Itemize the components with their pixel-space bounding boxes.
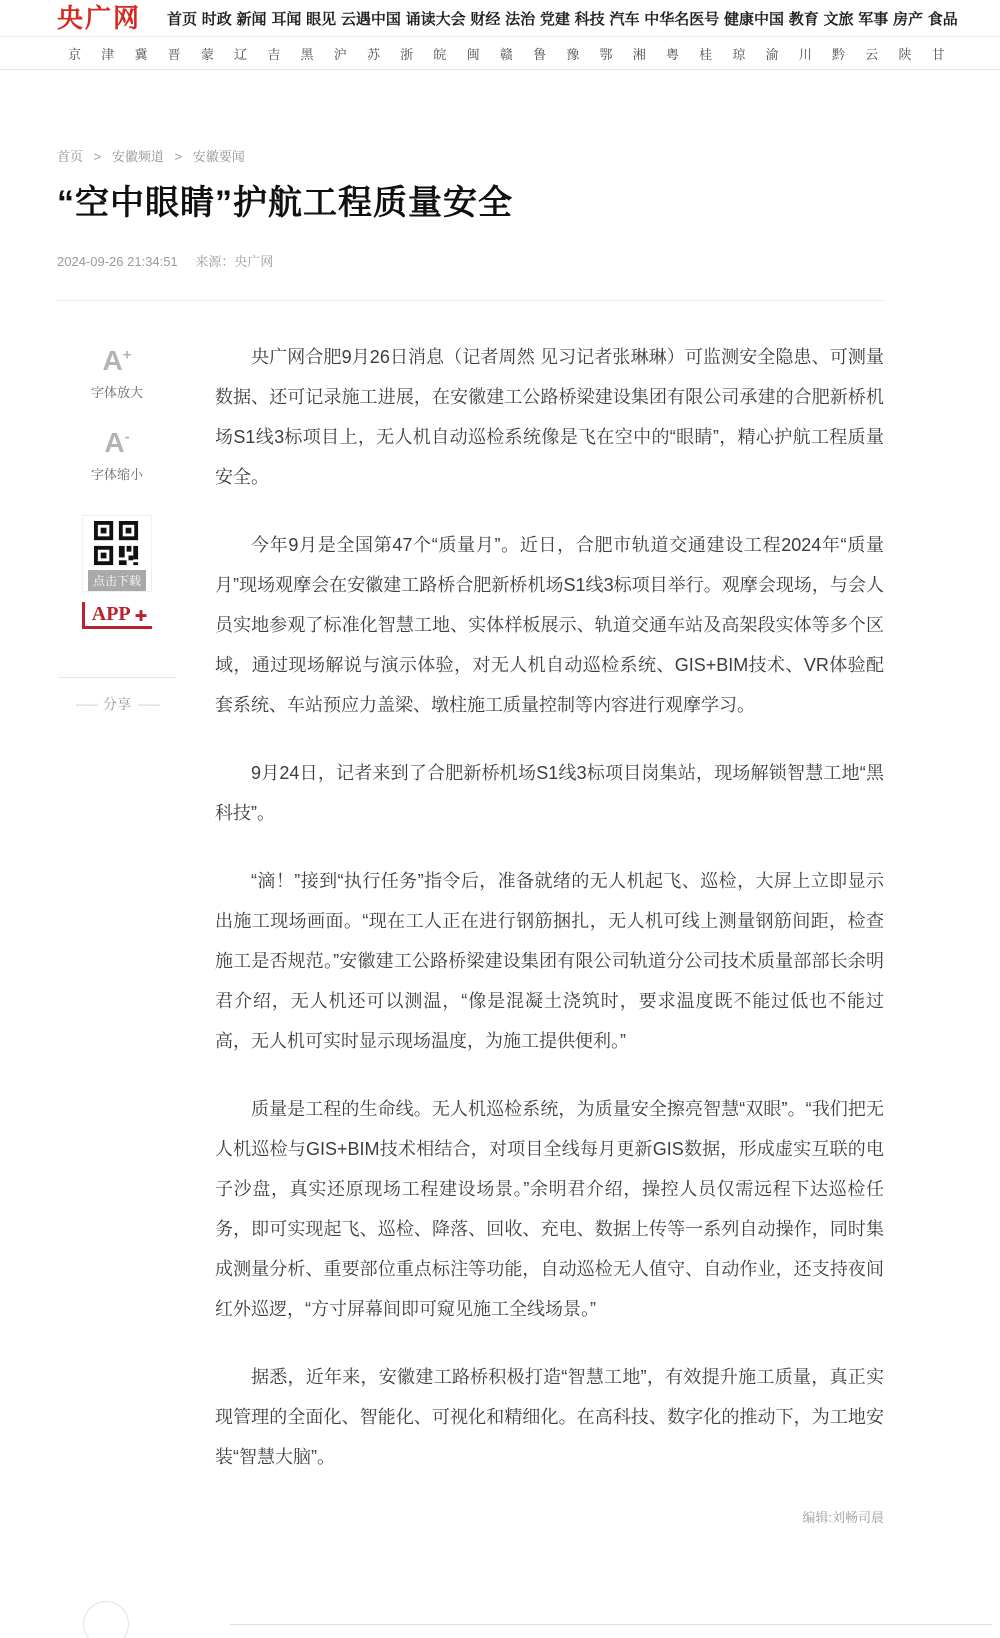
share-dash-left: —— bbox=[76, 697, 96, 711]
font-increase-label: 字体放大 bbox=[90, 385, 143, 400]
nav-item-culture-travel[interactable]: 文旅 bbox=[823, 10, 854, 28]
region-link[interactable]: 甘 bbox=[931, 46, 945, 62]
nav-item-cloud-china[interactable]: 云遇中国 bbox=[340, 10, 401, 28]
font-decrease-label: 字体缩小 bbox=[90, 467, 143, 482]
region-link[interactable]: 津 bbox=[101, 46, 115, 62]
breadcrumb-separator: > bbox=[174, 149, 183, 164]
nav-item-doctors[interactable]: 中华名医号 bbox=[644, 10, 720, 28]
source-label: 来源：央广网 bbox=[195, 254, 274, 269]
breadcrumb-home[interactable]: 首页 bbox=[57, 149, 84, 164]
region-link[interactable]: 桂 bbox=[699, 46, 713, 62]
nav-item-food[interactable]: 食品 bbox=[927, 10, 958, 28]
region-link[interactable]: 浙 bbox=[400, 46, 414, 62]
app-download-qr[interactable] bbox=[82, 515, 152, 592]
top-navigation-bar bbox=[0, 0, 1000, 37]
region-link[interactable]: 鄂 bbox=[599, 46, 613, 62]
breadcrumb-separator: > bbox=[93, 149, 102, 164]
region-link[interactable]: 京 bbox=[68, 46, 82, 62]
region-link[interactable]: 辽 bbox=[234, 46, 248, 62]
font-increase-button[interactable] bbox=[91, 347, 143, 401]
qr-download-label: 点击下载 bbox=[88, 570, 146, 591]
region-link[interactable]: 苏 bbox=[366, 46, 380, 62]
paragraph: “滴！”接到“执行任务”指令后，准备就绪的无人机起飞、巡检，大屏上立即显示出施工现场画面。“现在工人正在进行钢筋捆扎，无人机可线上测量钢筋间距，检查施工是否规范。”安徽建工公路桥梁建设集团有限公司轨道分公司技术质量部部长余明君介绍，无人机还可以测温，“像是混凝土浇筑时，要求温度既不能过低也不能过高，无人机可实时显示现场温度，为施工提供便利。” bbox=[215, 871, 884, 1051]
region-link[interactable]: 渝 bbox=[765, 46, 779, 62]
editor-credit: 编辑:刘畅司晨 bbox=[802, 1510, 884, 1525]
share-circle-button[interactable] bbox=[83, 1601, 129, 1638]
region-link[interactable]: 川 bbox=[798, 46, 812, 62]
site-logo[interactable]: 央广网 bbox=[57, 3, 142, 33]
region-link[interactable]: 鲁 bbox=[533, 46, 547, 62]
share-dash-right: —— bbox=[138, 697, 158, 711]
share-section[interactable] bbox=[76, 694, 158, 714]
nav-item-tech[interactable]: 科技 bbox=[574, 10, 605, 28]
page-title: “空中眼睛”护航工程质量安全 bbox=[57, 184, 513, 222]
paragraph: 质量是工程的生命线。无人机巡检系统，为质量安全擦亮智慧“双眼”。“我们把无人机巡检与GIS+BIM技术相结合，对项目全线每月更新GIS数据，形成虚实互联的电子沙盘，真实还原现场工程建设场景。”余明君介绍，操控人员仅需远程下达巡检任务，即可实现起飞、巡检、降落、回收、充电、数据上传等一系列自动操作，同时集成测量分析、重要部位重点标注等功能，自动巡检无人值守、自动作业，还支持夜间红外巡逻，“方寸屏幕间即可窥见施工全线场景。” bbox=[215, 1099, 884, 1319]
font-decrease-button[interactable] bbox=[91, 429, 143, 483]
region-nav bbox=[0, 37, 1000, 70]
footer-divider bbox=[230, 1624, 992, 1625]
share-label: 分享 bbox=[103, 696, 131, 712]
sidebar-divider bbox=[58, 677, 176, 678]
region-link[interactable]: 豫 bbox=[566, 46, 580, 62]
nav-item-realestate[interactable]: 房产 bbox=[893, 10, 924, 28]
region-link[interactable]: 粤 bbox=[665, 46, 679, 62]
paragraph: 据悉，近年来，安徽建工路桥积极打造“智慧工地”，有效提升施工质量，真正实现管理的全面化、智能化、可视化和精细化。在高科技、数字化的推动下，为工地安装“智慧大脑”。 bbox=[215, 1367, 884, 1467]
region-link[interactable]: 冀 bbox=[134, 46, 148, 62]
nav-item-finance[interactable]: 财经 bbox=[470, 10, 501, 28]
nav-item-reading[interactable]: 诵读大会 bbox=[405, 10, 466, 28]
nav-item-video[interactable]: 眼见 bbox=[306, 10, 337, 28]
region-link[interactable]: 闽 bbox=[466, 46, 480, 62]
app-logo-button[interactable] bbox=[82, 602, 152, 629]
region-link[interactable]: 晋 bbox=[167, 46, 181, 62]
font-decrease-icon: A- bbox=[104, 427, 130, 458]
paragraph: 9月24日，记者来到了合肥新桥机场S1线3标项目岗集站，现场解锁智慧工地“黑科技”。 bbox=[215, 763, 884, 823]
region-link[interactable]: 湘 bbox=[632, 46, 646, 62]
nav-item-auto[interactable]: 汽车 bbox=[609, 10, 640, 28]
nav-item-law[interactable]: 法治 bbox=[505, 10, 536, 28]
paragraph: 今年9月是全国第47个“质量月”。近日，合肥市轨道交通建设工程2024年“质量月”现场观摩会在安徽建工路桥合肥新桥机场S1线3标项目举行。观摩会现场，与会人员实地参观了标准化智慧工地、实体样板展示、轨道交通车站及高架段实体等多个区域，通过现场解说与演示体验，对无人机自动巡检系统、GIS+BIM技术、VR体验配套系统、车站预应力盖梁、墩柱施工质量控制等内容进行观摩学习。 bbox=[215, 535, 884, 715]
article-body bbox=[177, 337, 884, 1526]
region-link[interactable]: 皖 bbox=[433, 46, 447, 62]
nav-item-education[interactable]: 教育 bbox=[788, 10, 819, 28]
region-link[interactable]: 吉 bbox=[267, 46, 281, 62]
paragraph: 央广网合肥9月26日消息（记者周然 见习记者张琳琳）可监测安全隐患、可测量数据、还可记录施工进展，在安徽建工公路桥梁建设集团有限公司承建的合肥新桥机场S1线3标项目上，无人机自动巡检系统像是飞在空中的“眼睛”，精心护航工程质量安全。 bbox=[215, 347, 884, 487]
nav-item-news[interactable]: 新闻 bbox=[236, 10, 267, 28]
breadcrumb bbox=[57, 146, 1000, 165]
breadcrumb-anhui-channel[interactable]: 安徽频道 bbox=[111, 149, 164, 164]
region-link[interactable]: 陕 bbox=[898, 46, 912, 62]
nav-item-health[interactable]: 健康中国 bbox=[723, 10, 784, 28]
region-link[interactable]: 琼 bbox=[732, 46, 746, 62]
breadcrumb-anhui-news: 安徽要闻 bbox=[192, 149, 245, 164]
font-increase-icon: A+ bbox=[102, 345, 132, 376]
region-link[interactable]: 黔 bbox=[832, 46, 846, 62]
tools-sidebar bbox=[57, 337, 177, 1526]
nav-item-audio[interactable]: 耳闻 bbox=[271, 10, 302, 28]
publish-time: 2024-09-26 21:34:51 bbox=[57, 254, 178, 269]
nav-item-politics[interactable]: 时政 bbox=[201, 10, 232, 28]
plus-icon: ✚ bbox=[134, 608, 148, 625]
region-link[interactable]: 云 bbox=[865, 46, 879, 62]
nav-item-home[interactable]: 首页 bbox=[167, 10, 198, 28]
article-meta bbox=[57, 251, 1000, 270]
qr-code-icon bbox=[94, 521, 140, 567]
region-link[interactable]: 黑 bbox=[300, 46, 314, 62]
region-link[interactable]: 沪 bbox=[333, 46, 347, 62]
main-nav bbox=[167, 8, 1000, 29]
app-logo-text: APP bbox=[91, 603, 131, 625]
region-link[interactable]: 赣 bbox=[499, 46, 513, 62]
nav-item-military[interactable]: 军事 bbox=[858, 10, 889, 28]
region-link[interactable]: 蒙 bbox=[200, 46, 214, 62]
content-area bbox=[0, 301, 1000, 1526]
nav-item-party[interactable]: 党建 bbox=[539, 10, 570, 28]
